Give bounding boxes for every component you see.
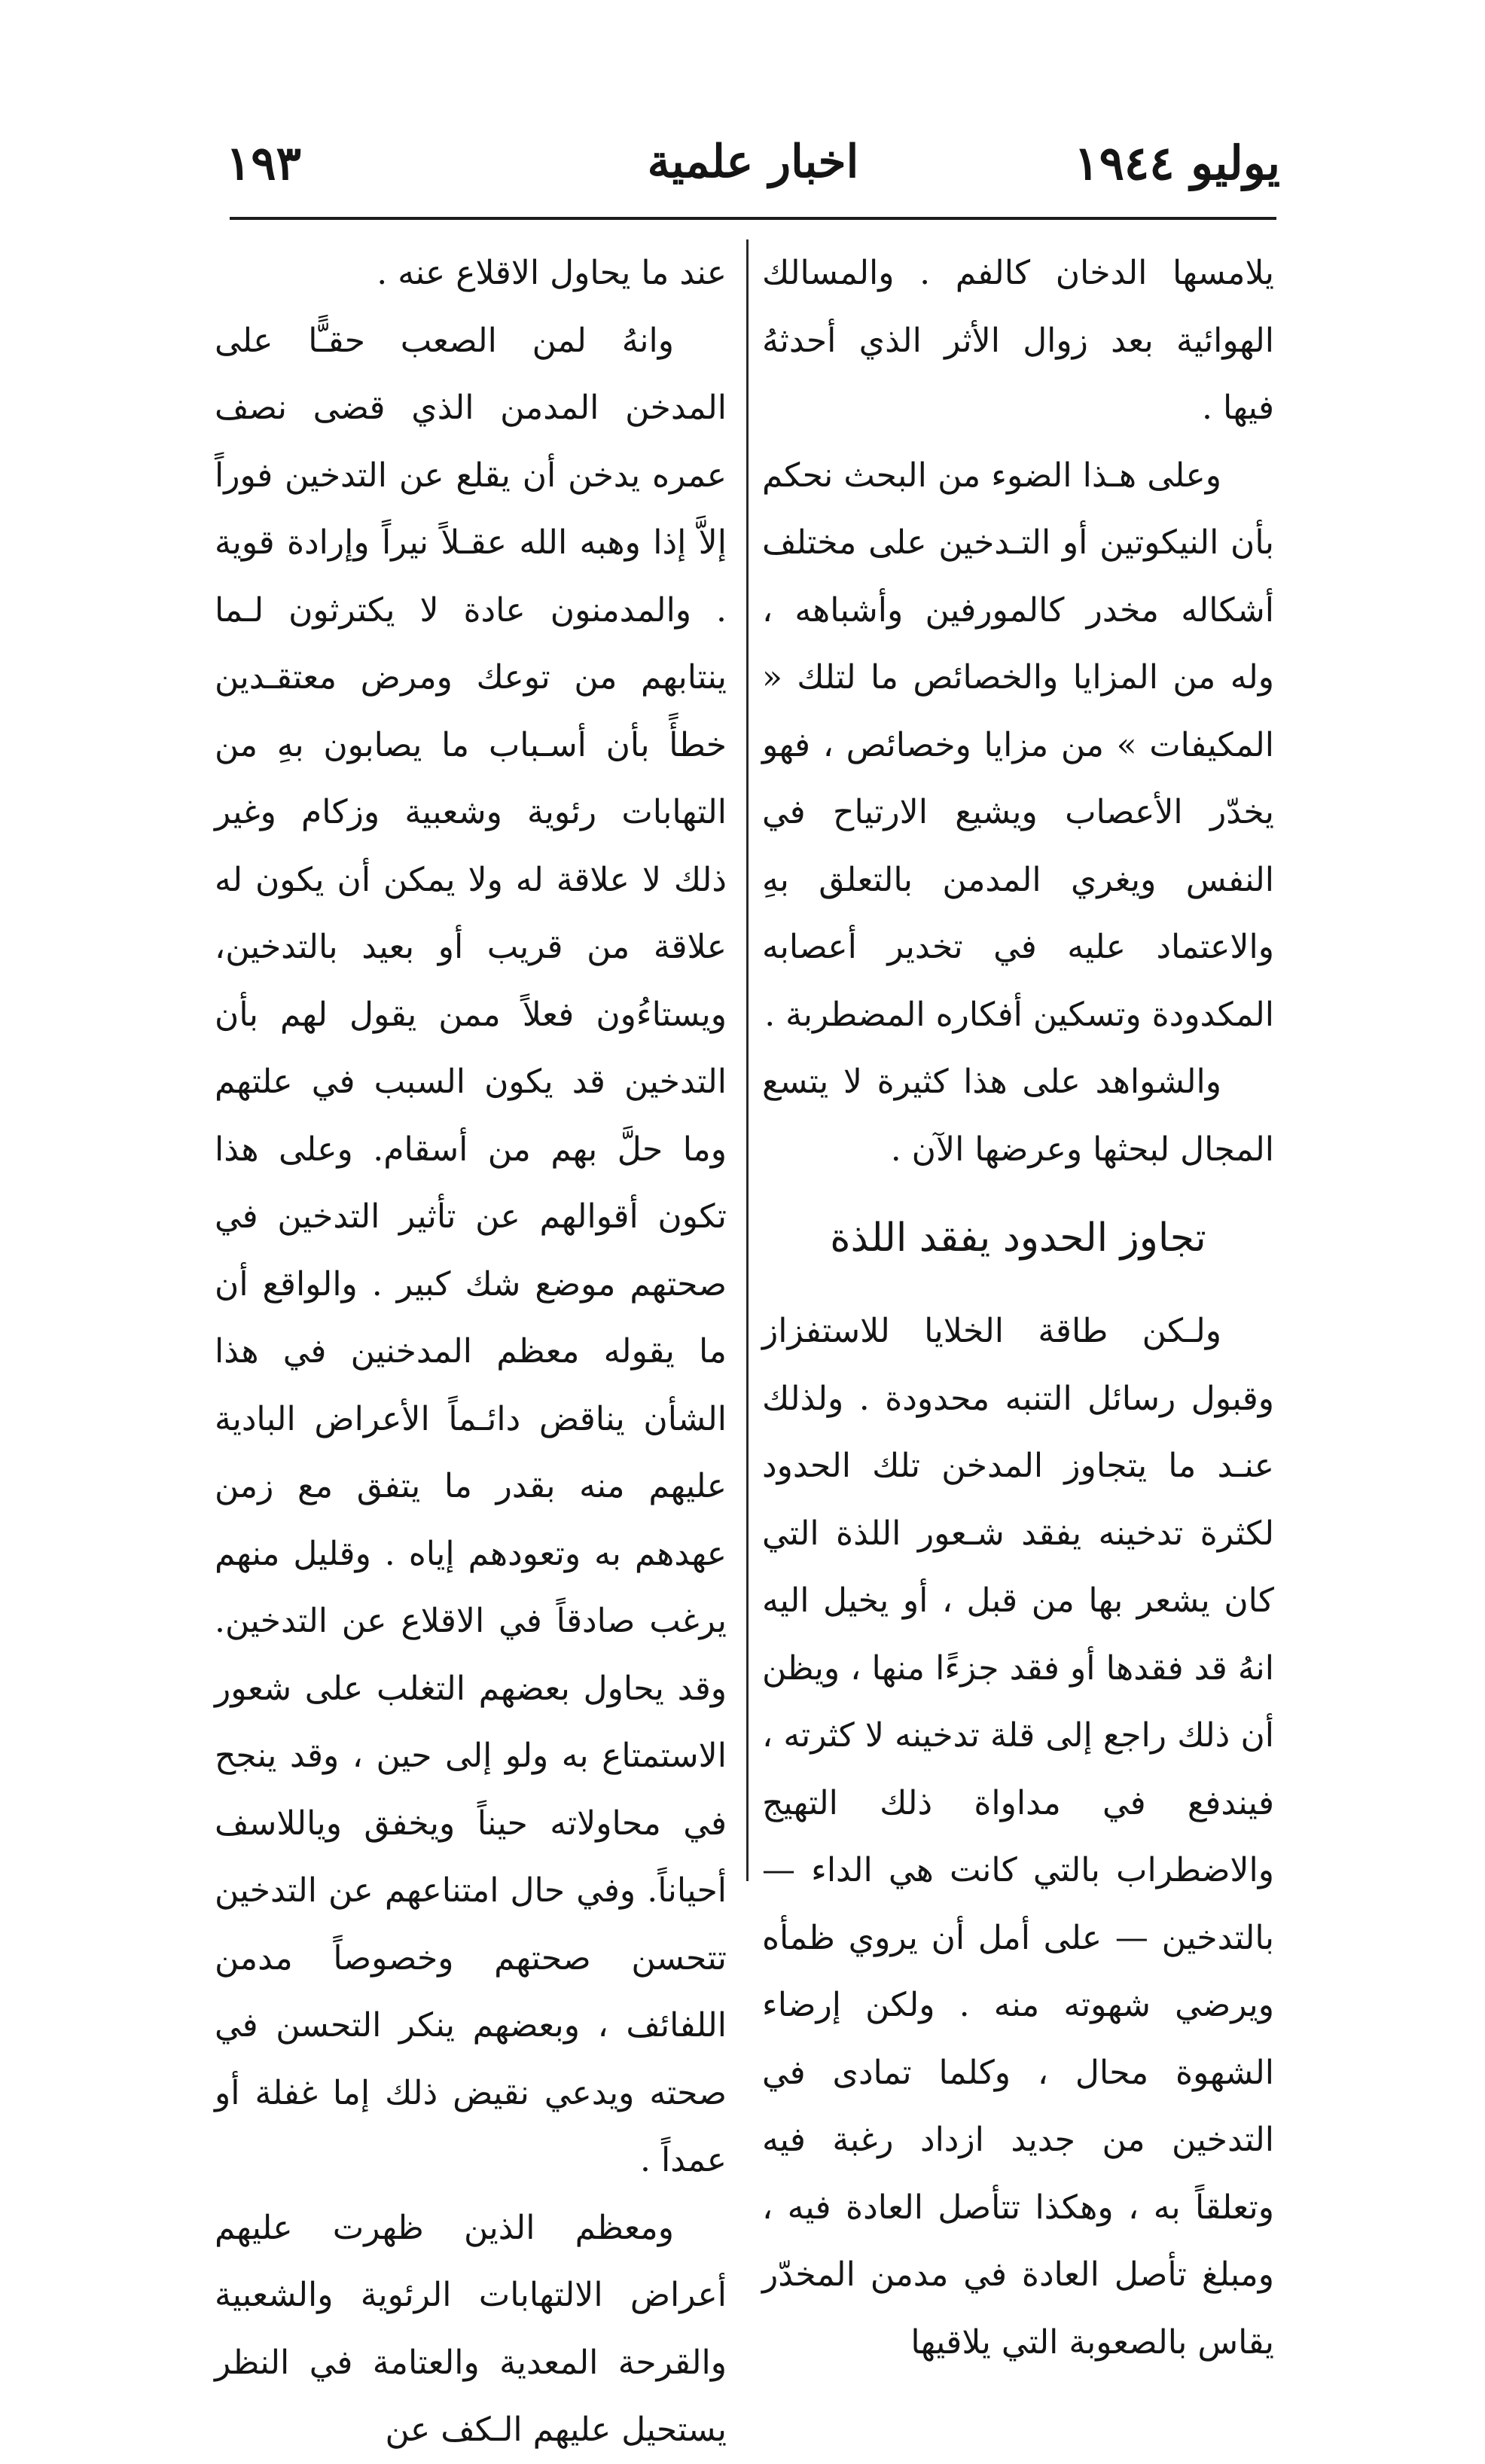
right-paragraph-3: والشواهد على هذا كثيرة لا يتسع المجال لبحثها وعرضها الآن . [762, 1063, 1274, 1169]
header-page-number: ١٩٣ [226, 136, 301, 191]
column-divider [746, 239, 749, 1881]
header-section-title: اخبار علمية [647, 136, 859, 188]
right-column [762, 239, 1274, 2362]
right-paragraph-2: وعلى هـذا الضوء من البحث نحكم بأن النيكوتين أو التـدخين على مختلف أشكاله مخدر كالمورفين وأشباهه ، وله من المزايا والخصائص ما لتلك « المكيفات » من مزايا وخصائص ، فهو يخدّر الأعصاب ويشيع الارتياح في النفس ويغري المدمن بالتعلق بهِ والاعتماد عليه في تخدير أعصابه المكدودة وتسكين أفكاره المضطربة . [762, 456, 1274, 1034]
page-header [226, 128, 1280, 211]
left-paragraph-2: وانهُ لمن الصعب حقـًّا على المدخن المدمن الذي قضى نصف عمره يدخن أن يقلع عن التدخين فوراً إلاَّ إذا وهبه الله عقـلاً نيراً وإرادة قوية . والمدمنون عادة لا يكترثون لـما ينتابهم من توعك ومرض معتقـدين خطأً بأن أسـباب ما يصابون بهِ من التهابات رئوية وشعبية وزكام وغير ذلك لا علاقة له ولا يمكن أن يكون له علاقة من قريب أو بعيد بالتدخين، ويستاءُون فعلاً ممن يقول لهم بأن التدخين قد يكون السبب في علتهم وما حلَّ بهم من أسقام. وعلى هذا تكون أقوالهم عن تأثير التدخين في صحتهم موضع شك كبير . والواقع أن ما يقوله معظم المدخنين في هذا الشأن يناقض دائـماً الأعراض البادية عليهم منه بقدر ما يتفق مع زمن عهدهم به وتعودهم إياه . وقليل منهم يرغب صادقاً في الاقلاع عن التدخين. وقد يحاول بعضهم التغلب على شعور الاستمتاع به ولو إلى حين ، وقد ينجح في محاولاته حيناً ويخفق وياللاسف أحياناً. وفي حال امتناعهم عن التدخين تتحسن صحتهم وخصوصاً مدمن اللفائف ، وبعضهم ينكر التحسن في صحته ويدعي نقيض ذلك إما غفلة أو عمداً . [215, 321, 727, 2179]
header-date: يوليو ١٩٤٤ [1074, 136, 1280, 191]
header-rule [230, 217, 1276, 220]
right-paragraph-4: ولـكن طاقة الخلايا للاستفزاز وقبول رسائل التنبه محدودة . ولذلك عنـد ما يتجاوز المدخن تلك الحدود لكثرة تدخينه يفقد شـعور اللذة التي كان يشعر بها من قبل ، أو يخيل اليه انهُ قد فقدها أو فقد جزءًا منها ، ويظن أن ذلك راجع إلى قلة تدخينه لا كثرته ، فيندفع في مداواة ذلك التهيج والاضطراب بالتي كانت هي الداء — بالتدخين — على أمل أن يروي ظمأه ويرضي شهوته منه . ولكن إرضاء الشهوة محال ، وكلما تمادى في التدخين من جديد ازداد رغبة فيه وتعلقاً به ، وهكذا تتأصل العادة فيه ، ومبلغ تأصل العادة في مدمن المخدّر يقاس بالصعوبة التي يلاقيها [762, 1312, 1274, 2362]
section-subheading: تجاوز الحدود يفقد اللذة [830, 1215, 1206, 1261]
left-column [215, 239, 727, 2449]
left-paragraph-3: ومعظم الذين ظهرت عليهم أعراض الالتهابات الرئوية والشعبية والقرحة المعدية والعتامة في النظر يستحيل عليهم الـكف عن [215, 2208, 727, 2449]
left-paragraph-1: عند ما يحاول الاقلاع عنه . [377, 254, 727, 292]
right-paragraph-1: يلامسها الدخان كالفم . والمسالك الهوائية بعد زوال الأثر الذي أحدثهُ فيها . [762, 254, 1274, 427]
